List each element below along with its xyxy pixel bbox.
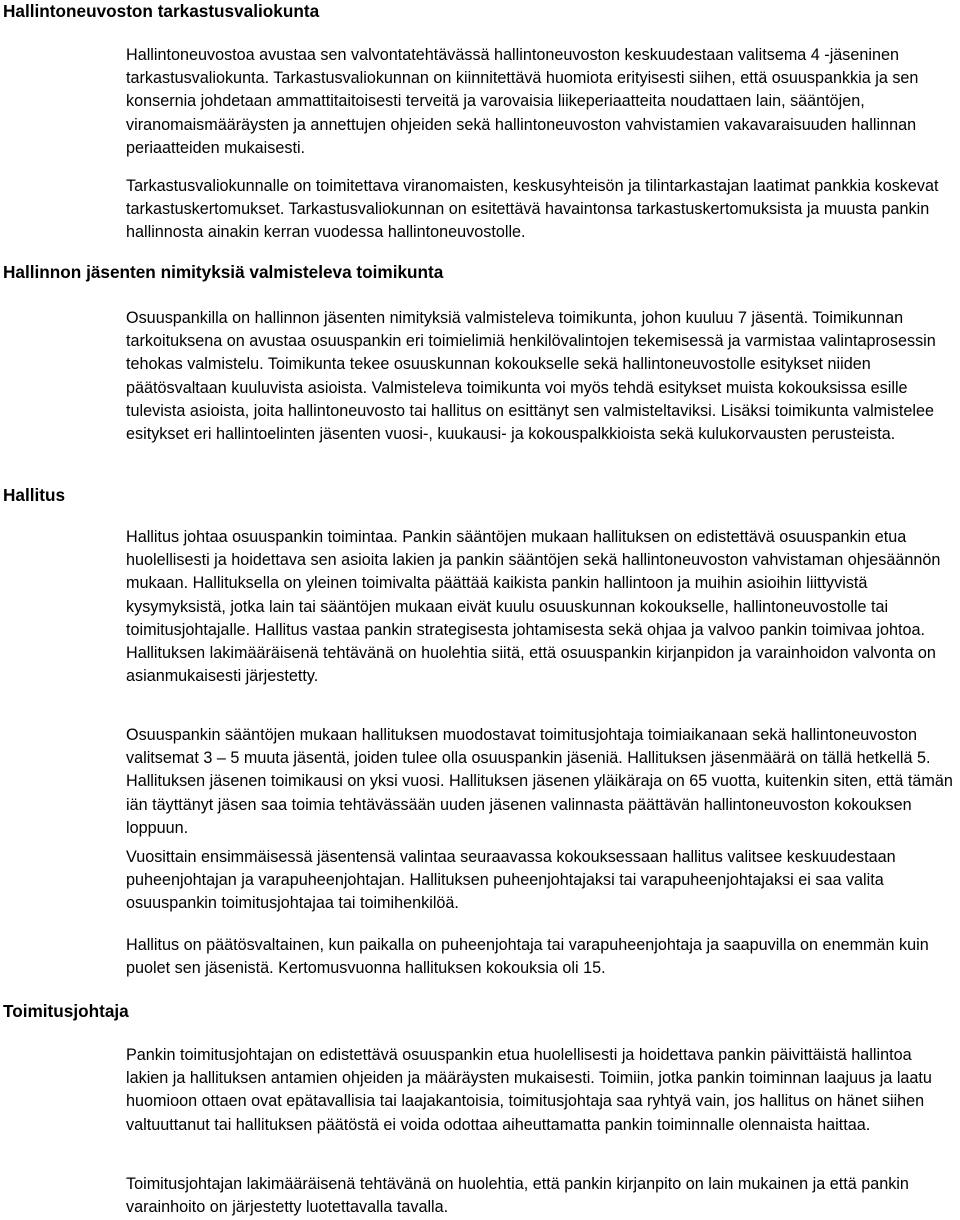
heading-toimitusjohtaja: Toimitusjohtaja bbox=[3, 1001, 129, 1021]
paragraph-hallitus-3: Vuosittain ensimmäisessä jäsentensä valintaa seuraavassa kokouksessaan hallitus valitsee keskuudestaan puheenjohtajan ja varapuheenjohtajan. Hallituksen puheenjohtajaksi tai varapuheenjohtajaksi ei saa valita osuuspankin toimitusjohtajaa tai toimihenkilöä. bbox=[126, 848, 896, 913]
paragraph-tarkastusvaliokunta-2: Tarkastusvaliokunnalle on toimitettava viranomaisten, keskusyhteisön ja tilintarkastajan laatimat pankkia koskevat tarkastuskertomukset. Tarkastusvaliokunnan on esitettävä havaintonsa tarkastuskertomuksista ja muusta pankin hallinnosta ainakin kerran vuodessa hallintoneuvostolle. bbox=[126, 177, 939, 242]
paragraph-tarkastusvaliokunta-1: Hallintoneuvostoa avustaa sen valvontatehtävässä hallintoneuvoston keskuudestaan valitsema 4 -jäseninen tarkastusvaliokunta. Tarkastusvaliokunnan on kiinnitettävä huomiota erityisesti siihen, että osuuspankkia ja sen konsernia johdetaan ammattitaitoisesti terveitä ja varovaisia liikeperiaatteita noudattaen lain, sääntöjen, viranomaismääräysten ja annettujen ohjeiden sekä hallintoneuvoston vahvistamien vakavaraisuuden hallinnan periaatteiden mukaisesti. bbox=[126, 46, 919, 157]
heading-nimitystoimikunta: Hallinnon jäsenten nimityksiä valmisteleva toimikunta bbox=[3, 262, 444, 282]
paragraph-nimitystoimikunta-1: Osuuspankilla on hallinnon jäsenten nimityksiä valmisteleva toimikunta, johon kuuluu 7 jäsentä. Toimikunnan tarkoituksena on avustaa osuuspankin eri toimielimiä henkilövalintojen tekemisessä ja varmistaa valintaprosessin tehokas valmistelu. Toimikunta tekee osuuskunnan kokoukselle sekä hallintoneuvostolle esitykset niiden päätösvaltaan kuuluvista asioista. Valmisteleva toimikunta voi myös tehdä esitykset muista kokouksissa esille tulevista asioista, joita hallintoneuvosto tai hallitus on esittänyt sen valmisteltaviksi. Lisäksi toimikunta valmistelee esitykset eri hallintoelinten jäsenten vuosi-, kuukausi- ja kokouspalkkioista sekä kulukorvausten perusteista. bbox=[126, 309, 936, 444]
paragraph-toimitusjohtaja-2: Toimitusjohtajan lakimääräisenä tehtävänä on huolehtia, että pankin kirjanpito on lain mukainen ja että pankin varainhoito on järjestetty luotettavalla tavalla. bbox=[126, 1175, 909, 1217]
heading-hallitus: Hallitus bbox=[3, 485, 66, 505]
heading-tarkastusvaliokunta: Hallintoneuvoston tarkastusvaliokunta bbox=[3, 1, 320, 21]
paragraph-hallitus-2: Osuuspankin sääntöjen mukaan hallituksen muodostavat toimitusjohtaja toimiaikanaan sekä hallintoneuvoston valitsemat 3 – 5 muuta jäsentä, joiden tulee olla osuuspankin jäseniä. Hallituksen jäsenmäärä on tällä hetkellä 5. Hallituksen jäsenen toimikausi on yksi vuosi. Hallituksen jäsenen yläikäraja on 65 vuotta, kuitenkin siten, että tämän iän täyttänyt jäsen saa toimia tehtävässään uuden jäsenen valinnasta päättävän hallintoneuvoston kokouksen loppuun. bbox=[126, 726, 953, 837]
paragraph-toimitusjohtaja-1: Pankin toimitusjohtajan on edistettävä osuuspankin etua huolellisesti ja hoidettava pankin päivittäistä hallintoa lakien ja hallituksen antamien ohjeiden ja määräysten mukaisesti. Toimiin, jotka pankin toiminnan laajuus ja laatu huomioon ottaen ovat epätavallisia tai laajakantoisia, toimitusjohtaja saa ryhtyä vain, jos hallitus on hänet siihen valtuuttanut tai hallituksen päätöstä ei voida odottaa aiheuttamatta pankin toiminnalle olennaista haittaa. bbox=[126, 1046, 932, 1134]
paragraph-hallitus-1: Hallitus johtaa osuuspankin toimintaa. Pankin sääntöjen mukaan hallituksen on edistettävä osuuspankin etua huolellisesti ja hoidettava sen asioita lakien ja pankin sääntöjen sekä hallintoneuvoston vahvistaman ohjesäännön mukaan. Hallituksella on yleinen toimivalta päättää kaikista pankin hallintoon ja muihin asioihin liittyvistä kysymyksistä, jotka lain tai sääntöjen mukaan eivät kuulu osuuskunnan kokoukselle, hallintoneuvostolle tai toimitusjohtajalle. Hallitus vastaa pankin strategisesta johtamisesta sekä ohjaa ja valvoo pankin toimivaa johtoa. Hallituksen lakimääräisenä tehtävänä on huolehtia siitä, että osuuspankin kirjanpidon ja varainhoidon valvonta on asianmukaisesti järjestetty. bbox=[126, 528, 941, 686]
paragraph-hallitus-4: Hallitus on päätösvaltainen, kun paikalla on puheenjohtaja tai varapuheenjohtaja ja saapuvilla on enemmän kuin puolet sen jäsenistä. Kertomusvuonna hallituksen kokouksia oli 15. bbox=[126, 936, 929, 978]
